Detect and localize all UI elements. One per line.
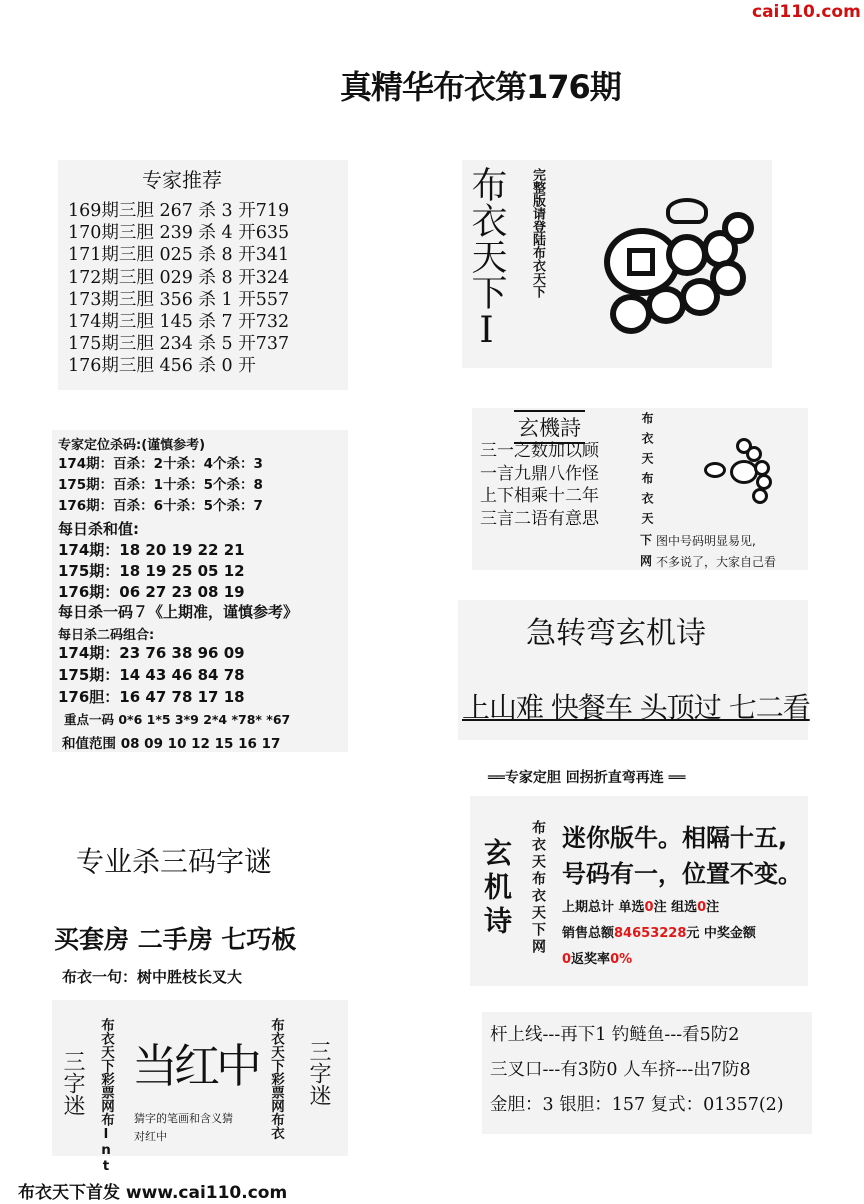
buyi-side-text: 完整版请登陆布衣天下 [530,168,545,298]
position-kill-list [58,454,263,517]
stats-label: 注 组选 [653,900,698,915]
coin-ring [610,294,652,334]
riddle-left-label: 三字迷 [60,1050,85,1116]
stats-value: 0% [610,952,633,967]
expert-row: 173期三胆 356 杀 1 开557 [68,289,290,310]
xuanji-side-text: 布衣天布衣天 [640,412,654,532]
fanyan-line: 杆上线---再下1 钓鲢鱼---看5防2 [490,1025,740,1045]
stats-label: 注 [706,900,720,915]
jizhuanwan-heading: 急转弯玄机诗 [526,616,706,651]
expert-row: 170期三胆 239 杀 4 开635 [68,223,290,244]
stats-label: 返奖率 [571,952,611,967]
dingdan-left-title: 玄机诗 [480,838,513,940]
coin-ring [752,488,768,504]
small-coin-image [700,432,780,512]
coin-ring [704,462,726,478]
two-code-row: 175期：14 43 46 84 78 [58,666,245,684]
xuanji-note-char1: 下 [640,533,653,547]
fanyan-line: 三叉口---有3防0 人车挤---出7防8 [490,1060,751,1080]
poem-line: 三言二语有意思 [480,508,599,529]
dingdan-stats-3 [562,948,632,967]
stats-label: 元 中奖金额 [686,926,756,941]
stats-label: 销售总额 [562,926,615,941]
dingdan-poem-2: 号码有一，位置不变。 [562,860,802,888]
two-code-row: 176胆：16 47 78 17 18 [58,688,245,706]
coin-string-image [600,190,760,340]
jizhuanwan-line: 上山难 快餐车 头顶过 七二看 [462,691,810,724]
stats-label: 上期总计 单选 [562,900,645,915]
kill-one-code: 每日杀一码７《上期准，谨慎参考》 [58,603,299,621]
watermark-text: cai110.com [752,2,861,22]
stats-value: 84653228 [614,926,687,941]
buyi-sentence: 布衣一句：树中胜枝长叉大 [62,968,243,986]
riddle-hint-2: 对红中 [134,1130,167,1143]
position-kill-row: 174期：百杀：2十杀：4个杀：3 [58,456,263,472]
riddle-right-label: 三字迷 [306,1040,331,1106]
riddle-hint-1: 猜字的笔画和含义猜 [134,1112,233,1125]
riddle-col-1: 布衣天下彩票网布lnt [98,1018,114,1174]
sum-kill-row: 175期：18 19 25 05 12 [58,562,245,580]
sum-kill-list [58,540,245,603]
two-code-list [58,642,245,708]
sum-range: 和值范围 08 09 10 12 15 16 17 [62,736,281,752]
xuanji-note-char2: 网 [640,554,653,568]
sum-kill-row: 174期：18 20 19 22 21 [58,541,245,559]
buyi-big-title: 布衣天下I [466,166,507,351]
expert-row: 175期三胆 234 杀 5 开737 [68,334,290,355]
houses-line: 买套房 二手房 七巧板 [54,925,297,954]
ingot-shape [666,198,708,224]
xuanji-note-2: 不多说了，大家自己看 [656,555,777,569]
page-title: 真精华布衣第176期 [340,68,621,106]
expert-list [68,200,289,378]
dingdan-heading: ══专家定胆 回拐折直弯再连 ══ [488,770,686,786]
fanyan-lines [490,1018,784,1123]
kill-three-heading: 专业杀三码字谜 [76,845,273,878]
dingdan-poem-1: 迷你版牛。相隔十五, [562,824,788,852]
two-code-row: 174期：23 76 38 96 09 [58,644,245,662]
dingdan-stats-1 [562,896,719,915]
fanyan-line: 金胆：3 银胆：157 复式：01357(2) [490,1095,784,1115]
position-kill-row: 176期：百杀：6十杀：5个杀：7 [58,498,263,514]
coin-ring [666,234,708,276]
stats-value: 0 [644,900,654,915]
expert-row: 172期三胆 029 杀 8 开324 [68,267,290,288]
coin-ring [646,286,686,324]
position-kill-row: 175期：百杀：1十杀：5个杀：8 [58,477,263,493]
expert-row: 171期三胆 025 杀 8 开341 [68,245,290,266]
expert-row: 174期三胆 145 杀 7 开732 [68,312,290,333]
poem-line: 上下相乘十二年 [480,486,599,506]
two-code-heading: 每日杀二码组合: [58,628,155,643]
poem-line: 一言九鼎八作怪 [480,463,599,484]
stats-value: 0 [697,900,707,915]
footer-text: 布衣天下首发 www.cai110.com [18,1183,288,1203]
xuanji-note-1: 图中号码明显易见, [656,534,756,548]
poem-line: 三一之数加以顾 [480,441,599,461]
xuanji-poem-lines [480,440,599,530]
expert-row: 169期三胆 267 杀 3 开719 [68,201,290,221]
key-code: 重点一码 0*6 1*5 3*9 2*4 *78* *67 [64,712,291,727]
dingdan-side-text: 布衣天布衣天下网 [530,820,546,956]
riddle-big-text: 当红中 [132,1039,258,1093]
stats-value: 0 [562,952,572,967]
riddle-col-2: 布衣天下彩票网布衣 [268,1018,284,1140]
sum-kill-row: 176期：06 27 23 08 19 [58,583,245,601]
xuanji-poem-heading: 玄機詩 [514,410,585,444]
coin-ring [680,278,720,316]
expert-row: 176期三胆 456 杀 0 开 [68,356,256,377]
coin-ring [722,212,754,244]
coin-square-hole [627,248,655,276]
sum-kill-heading: 每日杀和值: [58,520,139,538]
dingdan-stats-2 [562,922,756,941]
position-kill-heading: 专家定位杀码:(谨慎参考) [58,438,206,453]
expert-heading: 专家推荐 [142,168,222,192]
